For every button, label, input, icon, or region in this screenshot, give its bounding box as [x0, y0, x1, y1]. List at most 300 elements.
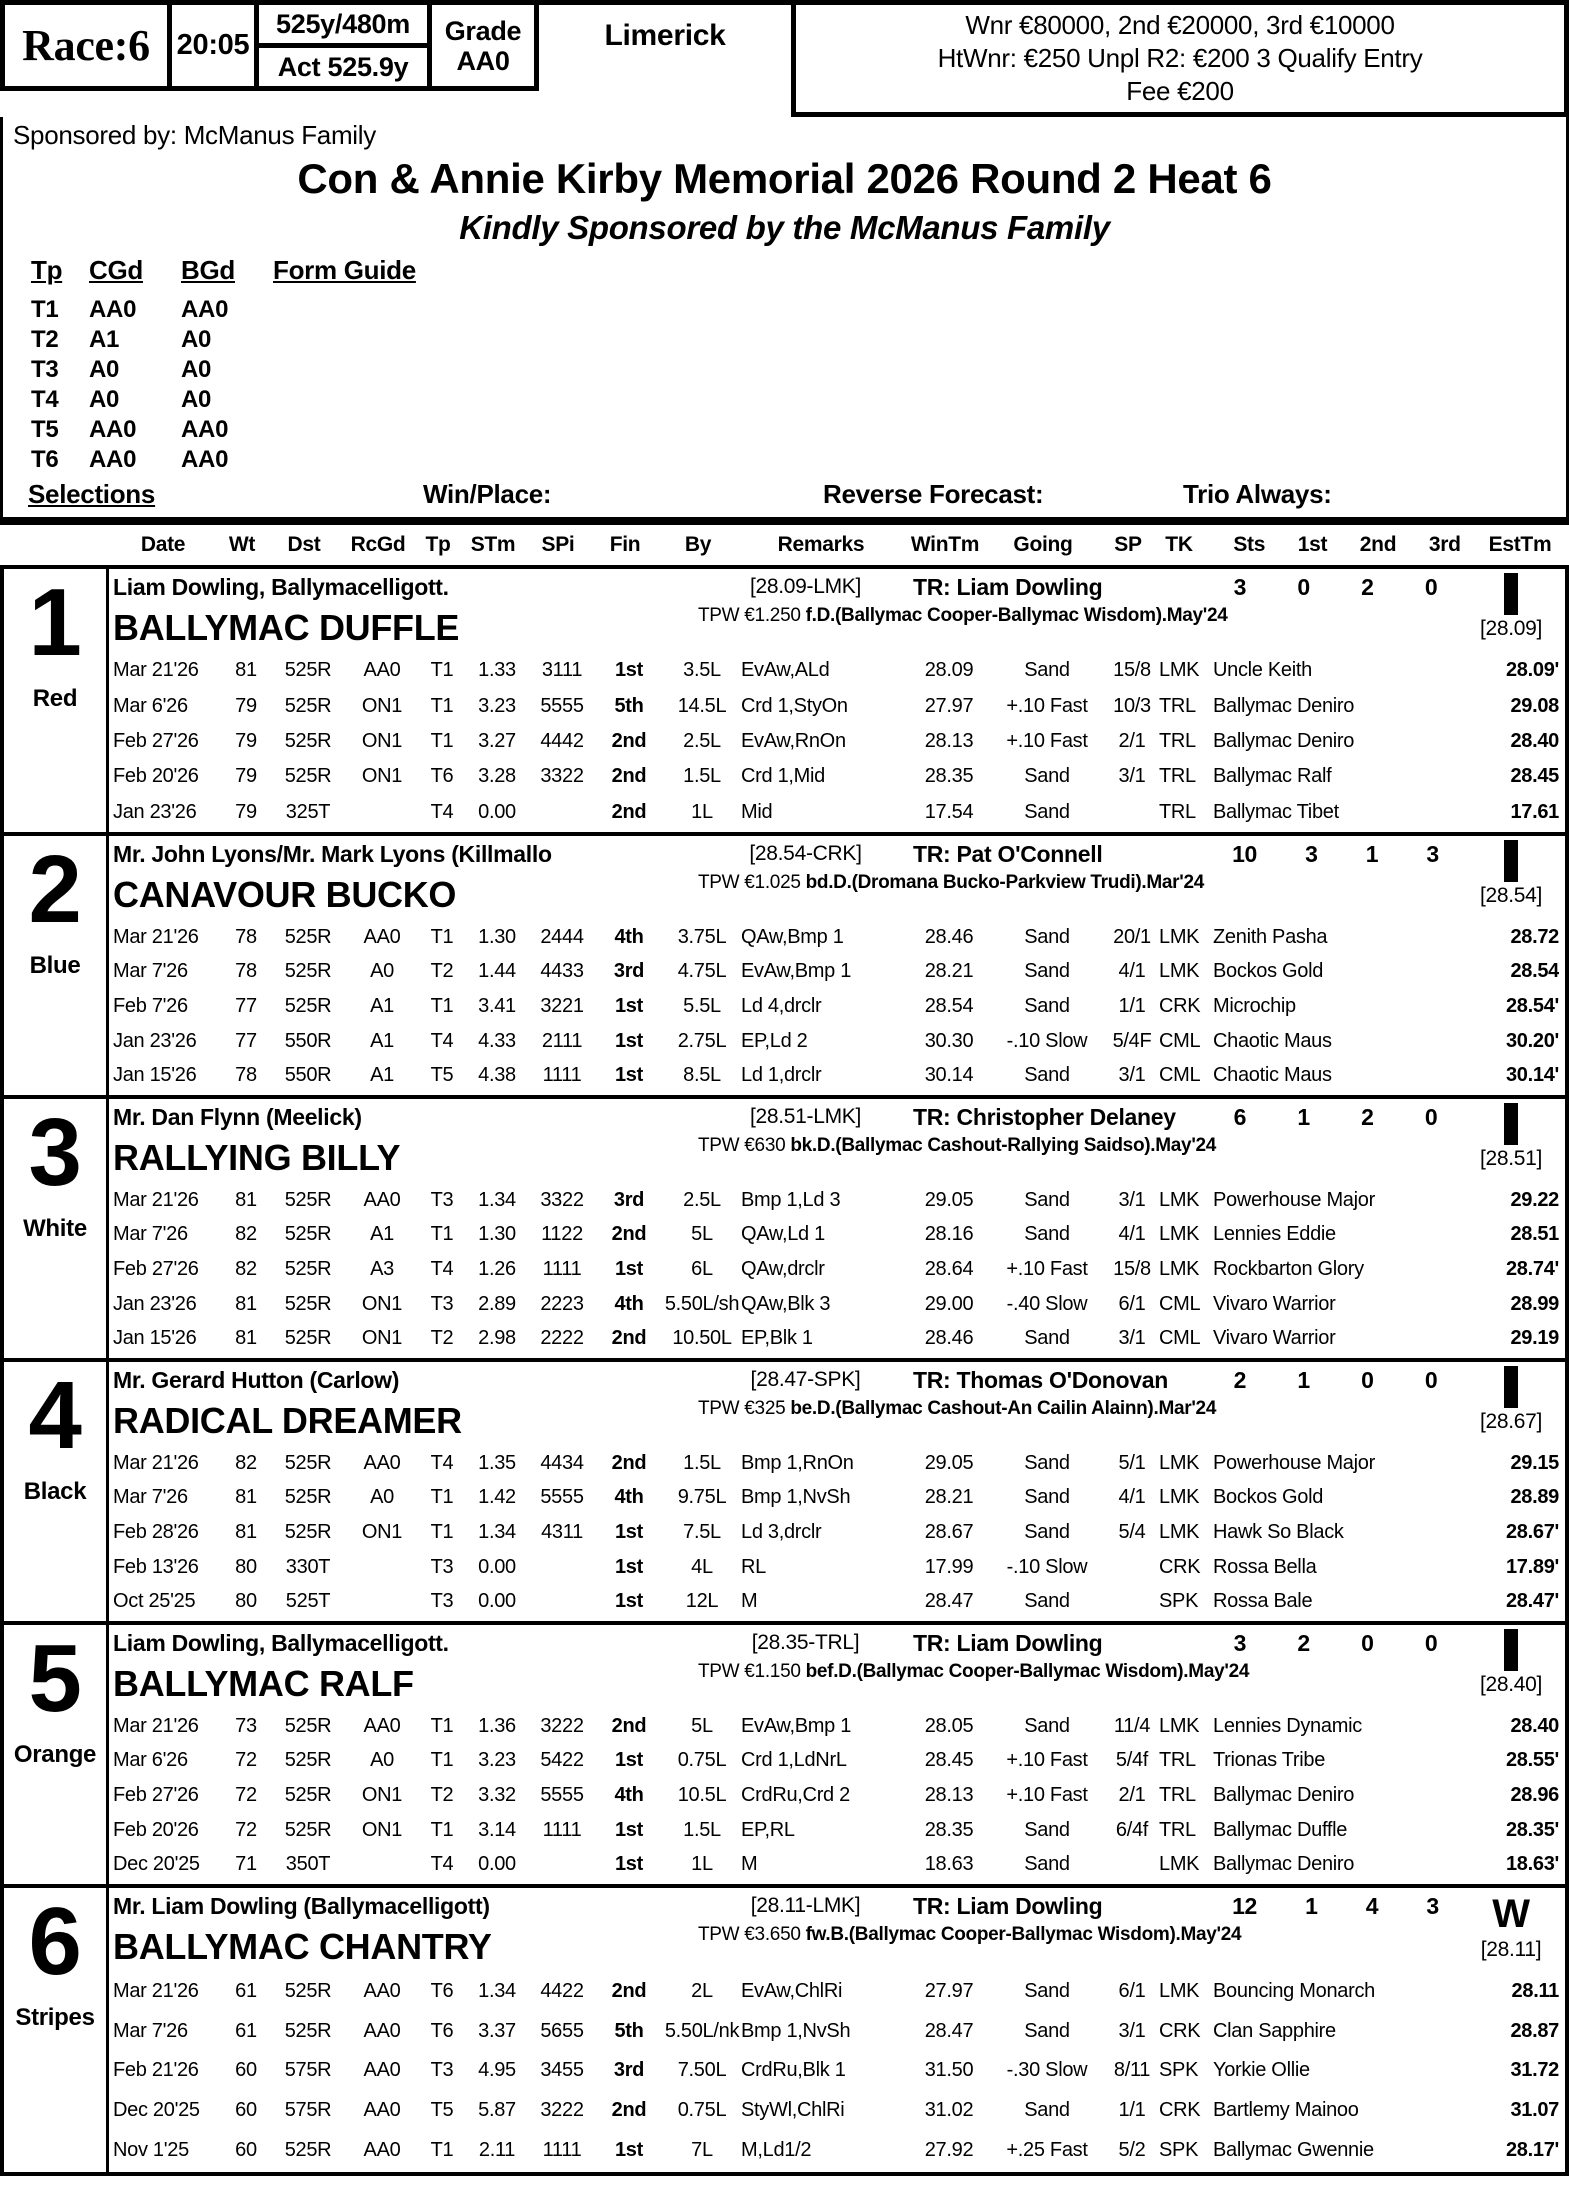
cell-dst: 525R — [284, 925, 332, 948]
cell-fin: 4th — [614, 1486, 644, 1509]
form-rows — [113, 1183, 1559, 1356]
cell-sp: 4/1 — [1118, 1486, 1146, 1509]
cell-by: 1.5L — [683, 1818, 721, 1841]
career-stats — [1208, 574, 1463, 601]
stat-firsts: 1 — [1297, 1103, 1310, 1130]
col-stm: STm — [470, 533, 516, 556]
cell-fin: 1st — [614, 1749, 643, 1772]
cell-remarks: EvAw,Bmp 1 — [741, 1714, 852, 1737]
cell-est: 28.35' — [1505, 1818, 1559, 1841]
cell-tk: LMK — [1159, 1257, 1200, 1280]
trainer-name: TR: Liam Dowling — [913, 1892, 1103, 1919]
stat-starts: 3 — [1233, 573, 1247, 600]
cell-tp: T1 — [430, 994, 454, 1017]
stat-thirds: 0 — [1424, 1103, 1438, 1130]
cell-fin: 2nd — [611, 1980, 647, 2003]
cell-tp: T2 — [430, 1783, 454, 1806]
trainer-name: TR: Christopher Delaney — [913, 1103, 1176, 1130]
cell-stm: 1.30 — [478, 1223, 516, 1246]
tpw-value: TPW €1.025 — [698, 872, 801, 893]
cell-sp: 11/4 — [1113, 1714, 1151, 1737]
cell-remarks: Ld 1,drclr — [741, 1064, 822, 1087]
runners — [0, 565, 1569, 2176]
cell-stm: 1.33 — [478, 659, 516, 682]
form-row — [113, 2091, 1559, 2131]
cell-stm: 3.32 — [478, 1783, 516, 1806]
cell-by: 3.75L — [677, 925, 727, 948]
owner-name: Liam Dowling, Ballymacelligott. — [113, 573, 449, 600]
cell-dst: 525R — [284, 1783, 332, 1806]
cell-by: 1L — [691, 800, 713, 823]
form-rows — [113, 1446, 1559, 1619]
cell-spi: 1111 — [542, 1818, 582, 1841]
runner-main — [109, 1099, 1565, 1358]
cell-tk: LMK — [1159, 659, 1200, 682]
seed-est-column — [1463, 1890, 1559, 1972]
stat-seconds: 0 — [1361, 1629, 1374, 1656]
cell-fin: 1st — [614, 1590, 643, 1613]
cell-wintm: 27.97 — [924, 1980, 974, 2003]
race-distance: 525y/480m — [254, 5, 432, 48]
cell-wt: 78 — [235, 1064, 257, 1087]
cell-stm: 1.44 — [478, 960, 516, 983]
cell-dst: 525R — [284, 1257, 332, 1280]
cell-tk: LMK — [1159, 1853, 1200, 1876]
cell-tk: LMK — [1159, 925, 1200, 948]
cell-est: 28.17' — [1505, 2138, 1559, 2161]
cell-going: Sand — [1024, 800, 1070, 823]
cell-going: Sand — [1024, 994, 1070, 1017]
trainer-name: TR: Liam Dowling — [913, 1629, 1103, 1656]
greyhound-name: RADICAL DREAMER — [113, 1400, 462, 1441]
cell-sp: 5/4f — [1115, 1749, 1149, 1772]
tpw-breeding-line — [698, 870, 1463, 894]
cell-tp: T3 — [430, 1292, 454, 1315]
cell-wintm: 28.45 — [924, 1749, 974, 1772]
cell-dst: 525R — [284, 960, 332, 983]
tpw-value: TPW €1.250 — [698, 605, 801, 626]
cell-date: Mar 7'26 — [113, 1223, 188, 1246]
upper-section — [0, 117, 1569, 517]
cell-wintm: 27.97 — [924, 694, 974, 717]
cell-tp: T4 — [430, 1451, 454, 1474]
cell-wt: 60 — [235, 2138, 257, 2161]
cell-est: 28.72 — [1510, 925, 1559, 948]
cell-wt: 80 — [235, 1555, 257, 1578]
col-1st: 1st — [1297, 533, 1328, 556]
cell-date: Mar 21'26 — [113, 659, 199, 682]
cell-sp: 15/8 — [1113, 659, 1151, 682]
cell-stm: 1.34 — [478, 1980, 516, 2003]
cell-sp: 3/1 — [1118, 1188, 1146, 1211]
cell-going: +.10 Fast — [1006, 1257, 1088, 1280]
cell-tk: CRK — [1159, 1555, 1201, 1578]
col-tk: TK — [1165, 533, 1193, 556]
trio-label: Trio Always: — [1183, 479, 1332, 509]
seed-est-column — [1463, 838, 1559, 920]
runner-header — [113, 571, 1559, 653]
cell-remarks: EP,Blk 1 — [741, 1327, 813, 1350]
reverse-forecast-label: Reverse Forecast: — [823, 479, 1044, 509]
cell-fin: 5th — [614, 694, 644, 717]
trap-column — [4, 1099, 109, 1358]
cell-sp: 1/1 — [1118, 2099, 1146, 2122]
col-dst: Dst — [287, 533, 321, 556]
cell-by: 5.50L/nk — [664, 2019, 740, 2042]
cell-stm: 3.23 — [478, 1749, 516, 1772]
cell-est: 29.19 — [1510, 1327, 1559, 1350]
form-row — [113, 724, 1559, 759]
cell-going: Sand — [1024, 2019, 1070, 2042]
cell-remarks: CrdRu,Crd 2 — [741, 1783, 850, 1806]
cell-fin: 2nd — [611, 1223, 647, 1246]
cell-tp: T1 — [430, 2138, 454, 2161]
trainer-name: TR: Liam Dowling — [913, 573, 1103, 600]
cell-going: Sand — [1024, 960, 1070, 983]
trap-column — [4, 1888, 109, 2172]
cell-remarks: QAw,Blk 3 — [741, 1292, 831, 1315]
cell-sp: 20/1 — [1113, 925, 1151, 948]
cell-rcgd: A3 — [370, 1257, 394, 1280]
cell-dst: 350T — [285, 1853, 331, 1876]
form-guide-row — [31, 445, 1566, 475]
cell-est: 28.89 — [1510, 1486, 1559, 1509]
cell-date: Feb 28'26 — [113, 1520, 199, 1543]
cell-sp: 3/1 — [1118, 1327, 1146, 1350]
career-stats — [1208, 841, 1463, 868]
cell-est: 28.87 — [1510, 2019, 1559, 2042]
cell-date: Dec 20'25 — [113, 1853, 200, 1876]
cell-remarks: Ld 3,drclr — [741, 1520, 822, 1543]
cell-wt: 77 — [235, 994, 257, 1017]
col-wt: Wt — [228, 533, 256, 556]
form-guide-cell: A0 — [181, 326, 212, 353]
cell-fin: 1st — [614, 1257, 643, 1280]
cell-stm: 0.00 — [478, 800, 516, 823]
cell-dst: 525R — [284, 729, 332, 752]
best-time: [28.54-CRK] — [749, 842, 862, 865]
owner-name: Liam Dowling, Ballymacelligott. — [113, 1629, 449, 1656]
trap-color-label: White — [23, 1215, 87, 1242]
cell-going: Sand — [1024, 1520, 1070, 1543]
form-guide-cell: A0 — [89, 386, 120, 413]
cell-going: -.10 Slow — [1006, 1029, 1088, 1052]
sponsored-by: Sponsored by: McManus Family — [13, 120, 376, 150]
cell-sp: 6/1 — [1118, 1980, 1146, 2003]
cell-est: 28.54 — [1510, 960, 1559, 983]
cell-tp: T4 — [430, 1853, 454, 1876]
cell-winner: Ballymac Duffle — [1213, 1818, 1348, 1841]
col-sp: SP — [1114, 533, 1142, 556]
trap-color-label: Stripes — [15, 2004, 95, 2031]
runner-header — [113, 1364, 1559, 1446]
trap-column — [4, 1362, 109, 1621]
cell-stm: 1.36 — [478, 1714, 516, 1737]
cell-winner: Bockos Gold — [1213, 1486, 1324, 1509]
cell-fin: 1st — [614, 994, 643, 1017]
runner-main — [109, 836, 1565, 1095]
cell-tk: LMK — [1159, 1223, 1200, 1246]
cell-rcgd: AA0 — [363, 1714, 401, 1737]
cell-tk: LMK — [1159, 1451, 1200, 1474]
cell-est: 28.11 — [1511, 1980, 1559, 2003]
breeding-info: f.D.(Ballymac Cooper-Ballymac Wisdom).May'24 — [805, 605, 1228, 626]
cell-tk: TRL — [1159, 694, 1196, 717]
cell-dst: 525R — [284, 1188, 332, 1211]
trainer-name: TR: Thomas O'Donovan — [913, 1366, 1169, 1393]
cell-fin: 3rd — [613, 2059, 645, 2082]
cell-date: Feb 27'26 — [113, 1783, 199, 1806]
form-row — [113, 1778, 1559, 1813]
cell-stm: 2.89 — [478, 1292, 516, 1315]
cell-est: 31.72 — [1510, 2059, 1559, 2082]
estimated-time: [28.54] — [1479, 884, 1543, 907]
career-stats — [1208, 1104, 1463, 1131]
cell-sp: 3/1 — [1118, 1064, 1146, 1087]
col-esttm: EstTm — [1488, 533, 1552, 556]
runner-block — [4, 569, 1565, 832]
breeding-info: bd.D.(Dromana Bucko-Parkview Trudi).Mar'24 — [805, 872, 1204, 893]
cell-by: 5.5L — [683, 994, 721, 1017]
form-row — [113, 1058, 1559, 1093]
cell-tp: T3 — [430, 1188, 454, 1211]
cell-date: Jan 15'26 — [113, 1327, 197, 1350]
form-guide-col-cgd: CGd — [89, 255, 143, 285]
cell-by: 7L — [691, 2138, 713, 2161]
cell-tk: LMK — [1159, 1188, 1200, 1211]
cell-winner: Chaotic Maus — [1213, 1064, 1332, 1087]
cell-dst: 330T — [285, 1555, 331, 1578]
cell-remarks: Mid — [741, 800, 773, 823]
cell-est: 29.22 — [1510, 1188, 1559, 1211]
form-row — [113, 2130, 1559, 2170]
cell-winner: Rossa Bale — [1213, 1590, 1313, 1613]
runner-main — [109, 1362, 1565, 1621]
cell-rcgd: ON1 — [361, 765, 403, 788]
cell-wintm: 31.50 — [924, 2059, 974, 2082]
cell-fin: 4th — [614, 925, 644, 948]
cell-wt: 81 — [235, 1188, 257, 1211]
cell-tp: T4 — [430, 1029, 454, 1052]
tpw-value: TPW €1.150 — [698, 1661, 801, 1682]
cell-rcgd: ON1 — [361, 1292, 403, 1315]
cell-tk: CRK — [1159, 2099, 1201, 2122]
cell-winner: Clan Sapphire — [1213, 2019, 1336, 2042]
cell-wt: 82 — [235, 1451, 257, 1474]
seed-indicator — [1504, 1366, 1518, 1408]
selections-label: Selections — [28, 479, 156, 509]
cell-going: -.40 Slow — [1006, 1292, 1088, 1315]
cell-wt: 81 — [235, 1520, 257, 1543]
cell-tk: LMK — [1159, 1520, 1200, 1543]
form-row — [113, 1481, 1559, 1516]
estimated-time: [28.51] — [1479, 1147, 1543, 1170]
cell-wt: 82 — [235, 1257, 257, 1280]
grade-box — [427, 5, 539, 91]
form-guide-cell: AA0 — [89, 416, 137, 443]
cell-est: 28.99 — [1510, 1292, 1559, 1315]
cell-sp: 2/1 — [1118, 1783, 1146, 1806]
cell-going: +.10 Fast — [1006, 694, 1088, 717]
cell-tk: SPK — [1159, 2138, 1199, 2161]
cell-going: Sand — [1024, 2099, 1070, 2122]
cell-by: 6L — [691, 1257, 713, 1280]
cell-sp: 2/1 — [1118, 729, 1146, 752]
cell-wt: 78 — [235, 925, 257, 948]
cell-date: Mar 21'26 — [113, 1714, 199, 1737]
cell-fin: 1st — [614, 2138, 643, 2161]
runner-block — [4, 1621, 1565, 1884]
cell-going: Sand — [1024, 1327, 1070, 1350]
cell-by: 1L — [691, 1853, 713, 1876]
cell-date: Feb 21'26 — [113, 2059, 199, 2082]
cell-tp: T1 — [430, 1818, 454, 1841]
cell-remarks: Crd 1,StyOn — [741, 694, 848, 717]
estimated-time: [28.40] — [1479, 1673, 1543, 1696]
cell-winner: Trionas Tribe — [1213, 1749, 1326, 1772]
owner-name: Mr. John Lyons/Mr. Mark Lyons (Killmallo — [113, 840, 552, 867]
trainer-name: TR: Pat O'Connell — [913, 840, 1103, 867]
cell-spi: 3455 — [540, 2059, 584, 2082]
cell-remarks: Bmp 1,RnOn — [741, 1451, 854, 1474]
cell-remarks: EP,Ld 2 — [741, 1029, 808, 1052]
cell-winner: Powerhouse Major — [1213, 1188, 1375, 1211]
form-row — [113, 759, 1559, 794]
cell-date: Mar 6'26 — [113, 694, 188, 717]
cell-rcgd: ON1 — [361, 1327, 403, 1350]
cell-going: Sand — [1024, 765, 1070, 788]
track-name: Limerick — [604, 19, 726, 52]
career-stats — [1208, 1893, 1463, 1920]
cell-winner: Powerhouse Major — [1213, 1451, 1375, 1474]
cell-sp: 10/3 — [1113, 694, 1151, 717]
cell-fin: 1st — [614, 1520, 643, 1543]
cell-remarks: M,Ld1/2 — [741, 2138, 812, 2161]
cell-est: 28.40 — [1510, 729, 1559, 752]
grade-label: Grade — [444, 15, 522, 46]
cell-est: 28.47' — [1505, 1590, 1559, 1613]
trap-number: 5 — [28, 1625, 82, 1732]
trap-color-label: Black — [23, 1478, 87, 1505]
cell-wt: 79 — [235, 800, 257, 823]
cell-winner: Bartlemy Mainoo — [1213, 2099, 1359, 2122]
cell-est: 28.40 — [1510, 1714, 1559, 1737]
cell-stm: 5.87 — [478, 2099, 516, 2122]
race-header-strip — [0, 0, 1569, 117]
trap-number: 2 — [28, 836, 82, 943]
cell-winner: Vivaro Warrior — [1213, 1292, 1336, 1315]
cell-date: Mar 21'26 — [113, 1980, 199, 2003]
form-guide-cell: A1 — [89, 326, 120, 353]
cell-stm: 3.37 — [478, 2019, 516, 2042]
cell-by: 7.50L — [677, 2059, 727, 2082]
cell-fin: 5th — [614, 2019, 644, 2042]
cell-fin: 2nd — [611, 1451, 647, 1474]
cell-wt: 77 — [235, 1029, 257, 1052]
cell-going: +.10 Fast — [1006, 1783, 1088, 1806]
cell-sp: 5/4F — [1112, 1029, 1152, 1052]
cell-tp: T1 — [430, 694, 454, 717]
seed-indicator — [1504, 1629, 1518, 1671]
cell-spi: 3322 — [540, 765, 584, 788]
cell-date: Mar 21'26 — [113, 925, 199, 948]
cell-date: Jan 23'26 — [113, 1029, 197, 1052]
cell-wintm: 28.13 — [924, 1783, 974, 1806]
cell-rcgd: A0 — [370, 1749, 394, 1772]
form-row — [113, 1744, 1559, 1779]
tpw-breeding-line — [698, 1133, 1463, 1157]
form-guide-cell: T3 — [31, 356, 59, 383]
cell-winner: Bouncing Monarch — [1213, 1980, 1375, 2003]
cell-tp: T1 — [430, 1223, 454, 1246]
greyhound-name: BALLYMAC DUFFLE — [113, 607, 460, 648]
stat-seconds: 0 — [1361, 1366, 1374, 1393]
cell-spi: 4442 — [540, 729, 584, 752]
form-row — [113, 920, 1559, 955]
col-wintm: WinTm — [910, 533, 980, 556]
cell-rcgd: AA0 — [363, 1188, 401, 1211]
form-guide-row — [31, 325, 1566, 355]
cell-tp: T1 — [430, 729, 454, 752]
cell-stm: 0.00 — [478, 1853, 516, 1876]
cell-rcgd: ON1 — [361, 1520, 403, 1543]
cell-by: 2.5L — [683, 729, 721, 752]
cell-dst: 525R — [284, 1327, 332, 1350]
cell-wintm: 28.21 — [924, 1486, 974, 1509]
cell-wintm: 17.54 — [924, 800, 974, 823]
cell-est: 28.55' — [1505, 1749, 1559, 1772]
cell-tk: TRL — [1159, 800, 1196, 823]
owner-name: Mr. Dan Flynn (Meelick) — [113, 1103, 362, 1130]
cell-spi: 3111 — [541, 659, 583, 682]
cell-tk: CML — [1159, 1064, 1201, 1087]
cell-rcgd: A1 — [370, 1223, 394, 1246]
cell-sp: 5/4 — [1118, 1520, 1146, 1543]
cell-remarks: EvAw,RnOn — [741, 729, 846, 752]
cell-remarks: EvAw,Bmp 1 — [741, 960, 852, 983]
cell-stm: 0.00 — [478, 1555, 516, 1578]
cell-dst: 575R — [284, 2059, 332, 2082]
cell-sp: 5/1 — [1118, 1451, 1146, 1474]
cell-spi: 2111 — [541, 1029, 583, 1052]
cell-fin: 2nd — [611, 2099, 647, 2122]
cell-spi: 4434 — [540, 1451, 584, 1474]
cell-by: 10.50L — [672, 1327, 732, 1350]
cell-date: Feb 13'26 — [113, 1555, 199, 1578]
cell-wintm: 18.63 — [924, 1853, 974, 1876]
cell-wintm: 28.35 — [924, 765, 974, 788]
cell-tk: TRL — [1159, 1818, 1196, 1841]
cell-wintm: 28.46 — [924, 1327, 974, 1350]
cell-spi: 3222 — [540, 2099, 584, 2122]
cell-wintm: 29.00 — [924, 1292, 974, 1315]
cell-remarks: EP,RL — [741, 1818, 795, 1841]
cell-est: 28.54' — [1505, 994, 1559, 1017]
greyhound-name: BALLYMAC CHANTRY — [113, 1926, 492, 1967]
cell-dst: 525R — [284, 659, 332, 682]
cell-rcgd: ON1 — [361, 729, 403, 752]
cell-wt: 80 — [235, 1590, 257, 1613]
runner-header — [113, 1627, 1559, 1709]
form-guide-cell: T1 — [31, 296, 59, 323]
race-title: Con & Annie Kirby Memorial 2026 Round 2 Heat 6 — [297, 155, 1272, 202]
cell-sp: 4/1 — [1118, 1223, 1146, 1246]
cell-wintm: 28.47 — [924, 1590, 974, 1613]
owner-name: Mr. Gerard Hutton (Carlow) — [113, 1366, 400, 1393]
runner-block — [4, 1095, 1565, 1358]
cell-tp: T5 — [430, 1064, 454, 1087]
estimated-time: [28.11] — [1480, 1938, 1542, 1961]
